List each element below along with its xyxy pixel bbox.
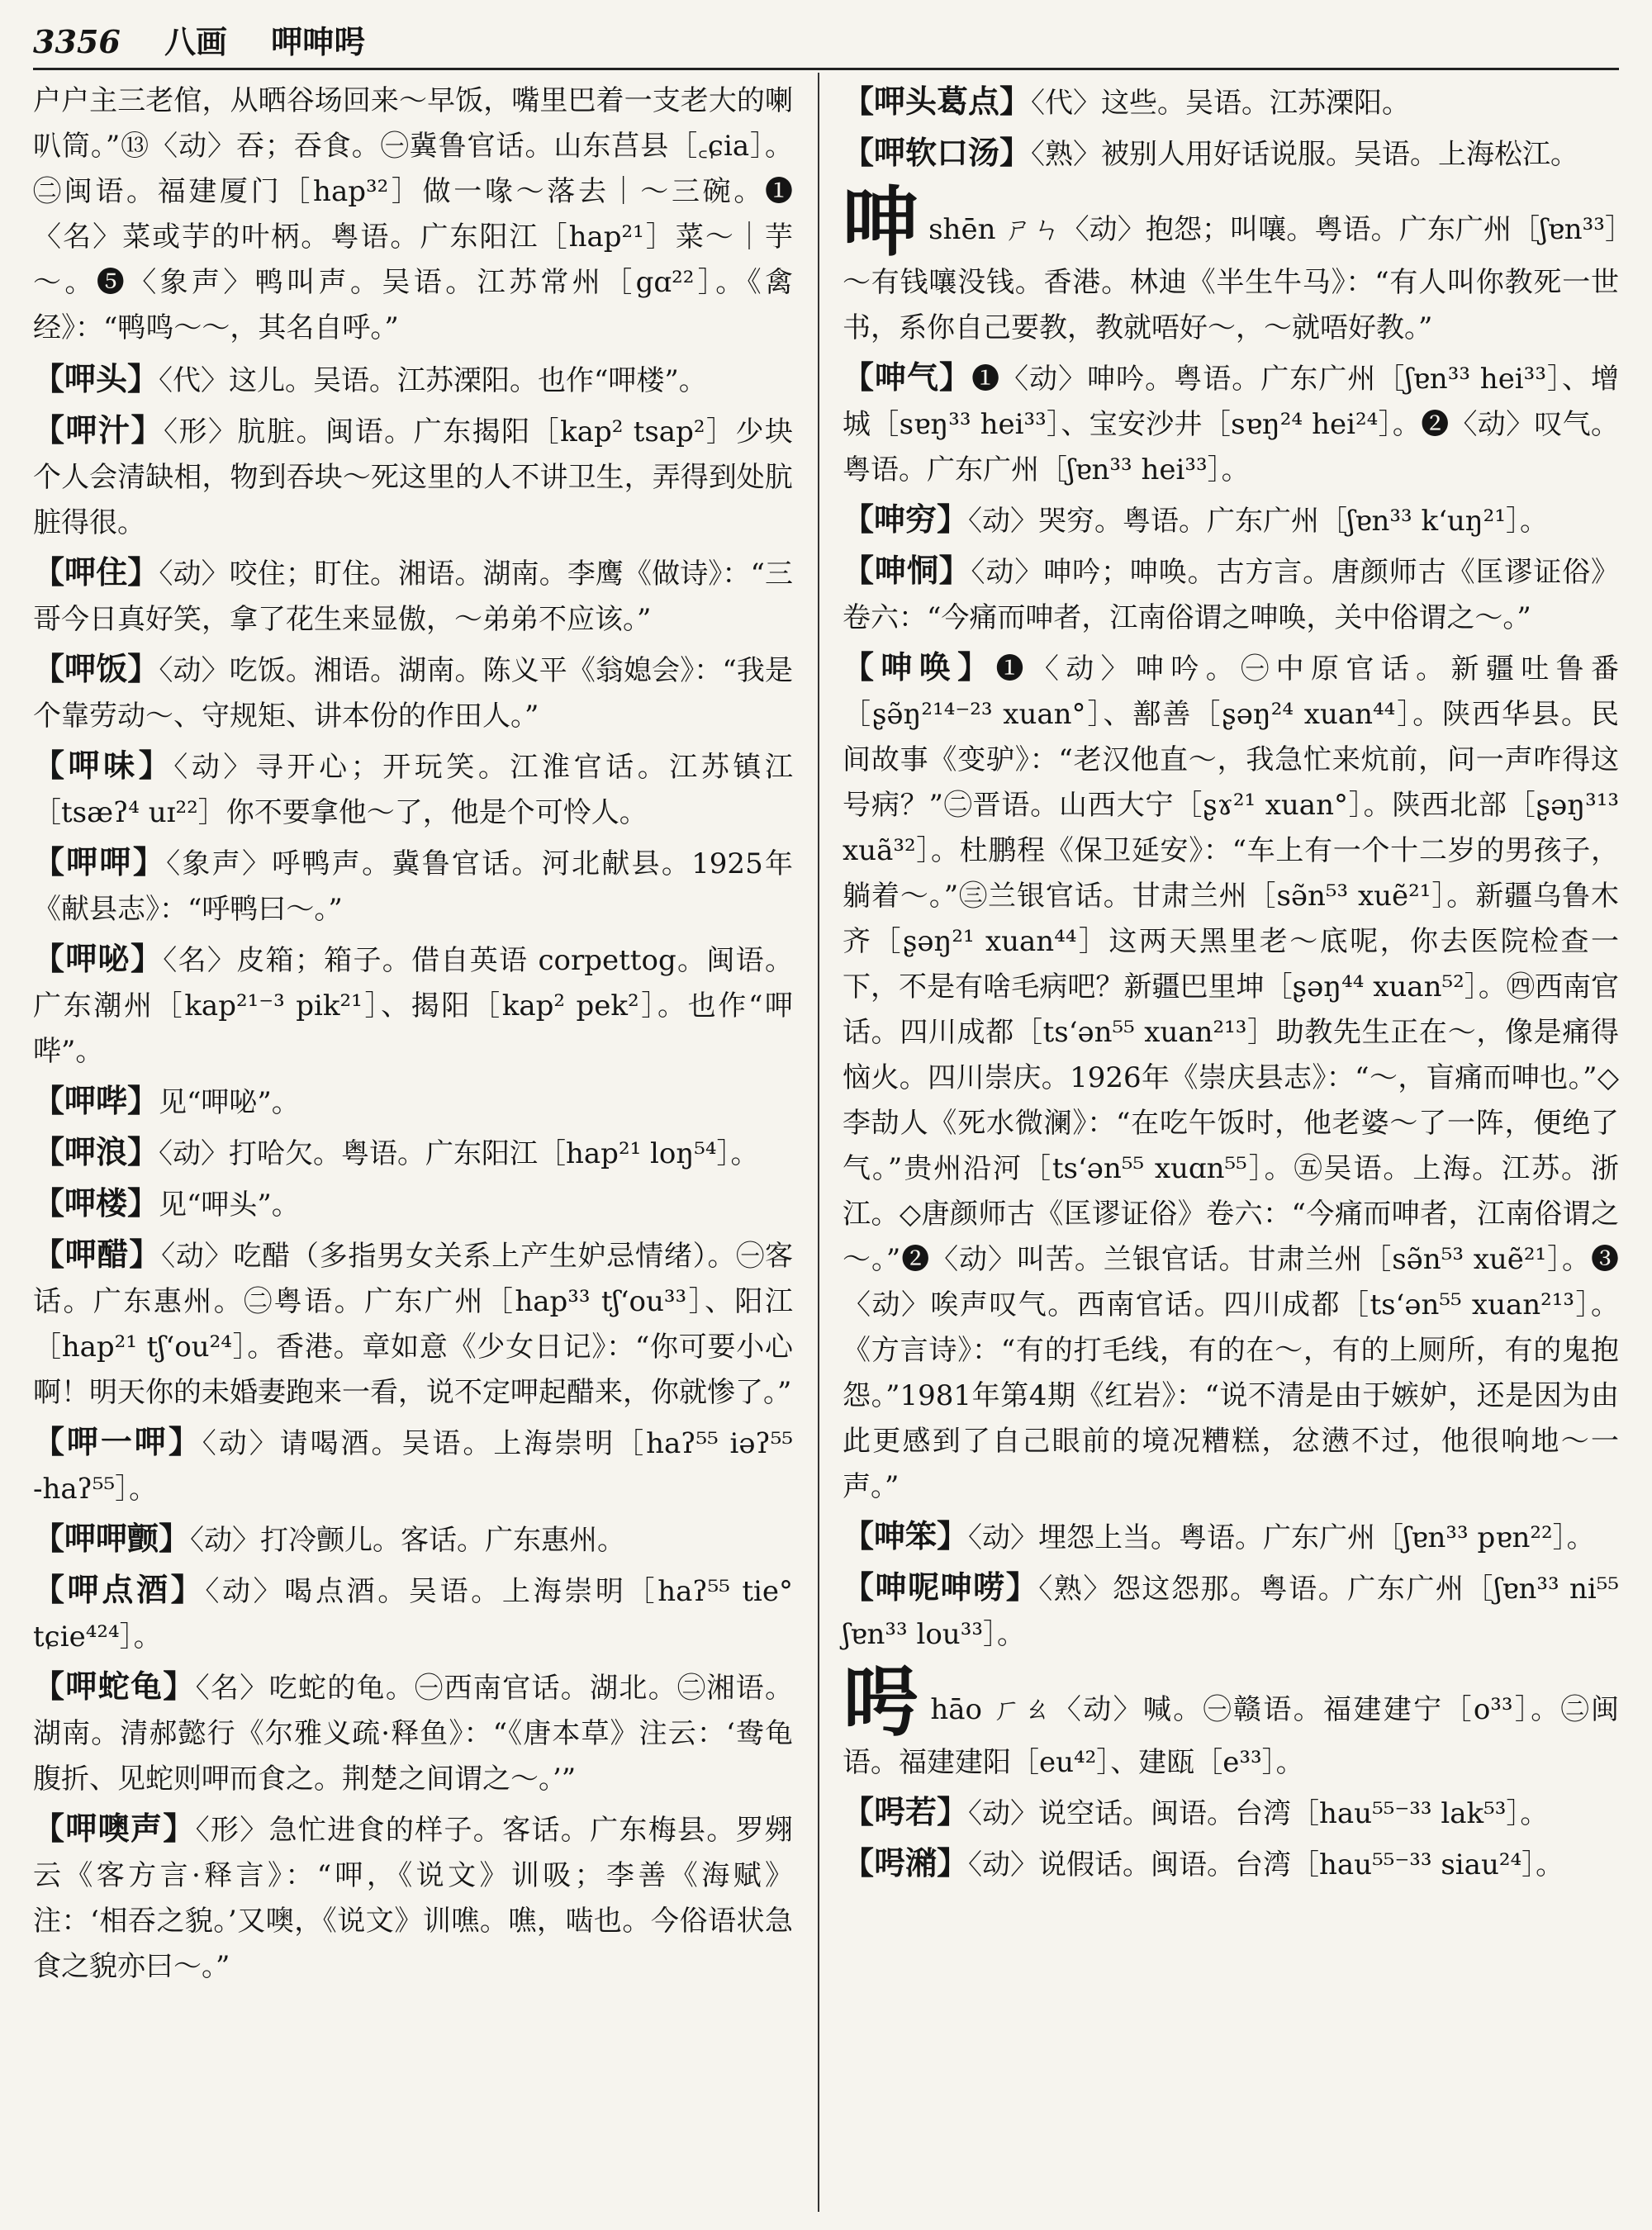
entry-text: 见“呷头”。: [159, 1189, 300, 1222]
dictionary-entry: [33, 1419, 793, 1512]
entry-headword: 【呺若】: [843, 1793, 969, 1830]
entry-headword: 【呺潲】: [843, 1844, 969, 1881]
entry-headword: 【呷点酒】: [33, 1571, 206, 1608]
entry-text: 〈动〉呻吟；呻唤。古方言。唐颜师古《匡谬证俗》卷六：“今痛而呻者，江南俗谓之呻唤，关中俗谓之～。”: [843, 556, 1619, 634]
entry-headword: 【呷住】: [33, 553, 159, 591]
entry-text: ❶〈动〉呻吟。㊀中原官话。新疆吐鲁番［ʂə̃ŋ²¹⁴⁻²³ xuan°］、鄯善［ʂəŋ²⁴ xuan⁴⁴］。陕西华县。民间故事《变驴》：“老汉他直～，我急忙来炕前，问一声咋得这号病？”㊁晋语。山西大宁［ʂɤ²¹ xuan°］。陕西北部［ʂəŋ³¹³ xuã³²］。杜鹏程《保卫延安》：“车上有一个十二岁的男孩子，躺着～。”㊂兰银官话。甘肃兰州［sə̃n⁵³ xuẽ²¹］。新疆乌鲁木齐［ʂəŋ²¹ xuan⁴⁴］这两天黑里老～底呢，你去医院检查一下，不是有啥毛病吧？新疆巴里坤［ʂəŋ⁴⁴ xuan⁵²］。㊃西南官话。四川成都［tsʻən⁵⁵ xuan²¹³］助教先生正在～，像是痛得恼火。四川崇庆。1926年《崇庆县志》：“～，盲痛而呻也。”◇李劼人《死水微澜》：“在吃午饭时，他老婆～了一阵，便绝了气。”贵州沿河［tsʻən⁵⁵ xuɑn⁵⁵］。㊄吴语。上海。江苏。浙江。◇唐颜师古《匡谬证俗》卷六：“今痛而呻者，江南俗谓之～。”❷〈动〉叫苦。兰银官话。甘肃兰州［sə̃n⁵³ xuẽ²¹］。❸〈动〉唉声叹气。西南官话。四川成都［tsʻən⁵⁵ xuan²¹³］。《方言诗》：“有的打毛线，有的在～，有的上厕所，有的鬼抱怨。”1981年第4期《红岩》：“说不清是由于嫉妒，还是因为由此更感到了自己眼前的境况糟糕，忿懑不过，他很响地～一声。”: [843, 652, 1619, 1503]
dictionary-entry: [33, 1231, 793, 1416]
entry-text: 〈代〉这些。吴语。江苏溧阳。: [1031, 87, 1411, 120]
entry-text: 〈动〉说空话。闽语。台湾［hau⁵⁵⁻³³ lak⁵³］。: [968, 1797, 1549, 1830]
entry-headword: 【呻穷】: [843, 501, 969, 538]
right-column: [843, 78, 1619, 1891]
dictionary-entry: [33, 1129, 793, 1177]
entry-text: 〈动〉打哈欠。粤语。广东阳江［hap²¹ loŋ⁵⁴］。: [159, 1137, 759, 1170]
dictionary-entry: [33, 1180, 793, 1228]
dictionary-entry: [33, 936, 793, 1075]
dictionary-entry: [33, 356, 793, 404]
entry-text: 〈动〉打冷颤儿。客话。广东惠州。: [190, 1524, 626, 1557]
dictionary-entry: [843, 1840, 1619, 1888]
entry-text: hāo ㄏㄠ〈动〉喊。㊀赣语。福建建宁［o³³］。㊁闽语。福建建阳［eu⁴²］、建瓯［e³³］。: [843, 1693, 1619, 1779]
dictionary-entry: [843, 1564, 1619, 1658]
entry-headword: 【呷浪】: [33, 1133, 159, 1170]
entry-headword: 【呷饭】: [33, 650, 159, 687]
headword-entry: [843, 1658, 1619, 1786]
dictionary-entry: [843, 644, 1619, 1510]
headword-character: 呻: [843, 178, 919, 267]
entry-text: 〈代〉这儿。吴语。江苏溧阳。也作“呷楼”。: [159, 364, 707, 397]
header-rule: [33, 68, 1619, 70]
entry-headword: 【呷呷颤】: [33, 1520, 191, 1557]
entry-text: 〈动〉请喝酒。吴语。上海崇明［haʔ⁵⁵ iəʔ⁵⁵ ‑haʔ⁵⁵］。: [33, 1427, 793, 1506]
dictionary-entry: [843, 130, 1619, 178]
entry-headword: 【呷头葛点】: [843, 83, 1032, 120]
page-number: 3356: [33, 23, 121, 60]
entry-text: 户户主三老倌，从晒谷场回来～早饭，嘴里巴着一支老大的喇叭筒。”⑬〈动〉吞；吞食。㊀冀鲁官话。山东莒县［꜀ɕia］。㊁闽语。福建厦门［hap³²］做一喙～落去｜～三碗。❶〈名〉菜或芋的叶柄。粤语。广东阳江［hap²¹］菜～｜芋～。❺〈象声〉鸭叫声。吴语。江苏常州［gɑ²²］。《禽经》：“鸭鸣～～，其名自呼。”: [33, 84, 793, 344]
entry-headword: 【呷软口汤】: [843, 134, 1032, 171]
entry-text: 〈象声〉呼鸭声。冀鲁官话。河北献县。1925年《献县志》：“呼鸭曰～。”: [33, 847, 793, 926]
entry-text: shēn ㄕㄣ〈动〉抱怨；叫嚷。粤语。广东广州［ʃɐn³³］～有钱嚷没钱。香港。林迪《半生牛马》：“有人叫你教死一世书，系你自己要教，教就唔好～，～就唔好教。”: [843, 213, 1619, 344]
entry-headword: 【呷头】: [33, 360, 159, 397]
dictionary-entry: [843, 78, 1619, 126]
entry-text: 〈动〉喝点酒。吴语。上海崇明［haʔ⁵⁵ tie° tɕie⁴²⁴］。: [33, 1575, 793, 1654]
entry-text: 〈名〉吃蛇的龟。㊀西南官话。湖北。㊁湘语。湖南。清郝懿行《尔雅义疏·释鱼》：“《唐本草》注云：‘鸯龟腹折、见蛇则呷而食之。荆楚之间谓之～。’”: [33, 1672, 793, 1796]
entry-headword: 【呷味】: [33, 747, 174, 784]
entry-text: 〈动〉吃饭。湘语。湖南。陈义平《翁媳会》：“我是个靠劳动～、守规矩、讲本份的作田人。”: [33, 654, 793, 733]
entry-headword: 【呷噢声】: [33, 1810, 196, 1847]
entry-headword: 【呻笨】: [843, 1517, 969, 1554]
entry-text: 见“呷咇”。: [159, 1086, 300, 1119]
dictionary-entry: [33, 743, 793, 836]
entry-headword: 【呷呷】: [33, 843, 167, 880]
entry-headword: 【呷蛇龟】: [33, 1668, 196, 1705]
entry-text: 〈形〉肮脏。闽语。广东揭阳［kap² tsap²］少块个人会清缺相，物到吞块～死这里的人不讲卫生，弄得到处肮脏得很。: [33, 415, 793, 539]
entry-text: 〈动〉说假话。闽语。台湾［hau⁵⁵⁻³³ siau²⁴］。: [968, 1848, 1564, 1881]
entry-headword: 【呷一呷】: [33, 1423, 202, 1460]
dictionary-entry: [33, 1516, 793, 1563]
dictionary-entry: [33, 78, 793, 351]
dictionary-entry: [843, 1789, 1619, 1837]
entry-headword: 【呻呢呻唠】: [843, 1568, 1039, 1606]
entry-text: 〈熟〉怨这怨那。粤语。广东广州［ʃɐn³³ ni⁵⁵ ʃɐn³³ lou³³］。: [843, 1573, 1619, 1651]
entry-text: 〈名〉皮箱；箱子。借自英语 corpettog。闽语。广东潮州［kap²¹⁻³ pik²¹］、揭阳［kap² pek²］。也作“呷哔”。: [33, 944, 793, 1068]
entry-headword: 【呻气】: [843, 358, 972, 396]
entry-text: 〈动〉寻开心；开玩笑。江淮官话。江苏镇江［tsæʔ⁴ uɪ²²］你不要拿他～了，他是个可怜人。: [33, 751, 793, 829]
headword-character: 呺: [843, 1658, 921, 1747]
dictionary-entry: [33, 407, 793, 546]
entry-text: 〈动〉吃醋（多指男女关系上产生妒忌情绪）。㊀客话。广东惠州。㊁粤语。广东广州［hap³³ tʃʻou³³］、阳江［hap²¹ tʃʻou²⁴］。香港。章如意《少女日记》：“你可要小心啊！明天你的未婚妻跑来一看，说不定呷起醋来，你就惨了。”: [33, 1240, 793, 1409]
dictionary-entry: [843, 496, 1619, 544]
stroke-section: 八画: [164, 23, 228, 60]
entry-headword: 【呷醋】: [33, 1236, 162, 1273]
dictionary-entry: [33, 1805, 793, 1990]
entry-text: 〈熟〉被别人用好话说服。吴语。上海松江。: [1031, 138, 1579, 171]
dictionary-entry: [843, 1513, 1619, 1561]
dictionary-entry: [33, 1567, 793, 1660]
entry-headword: 【呷咇】: [33, 940, 164, 977]
dictionary-entry: [843, 548, 1619, 641]
entry-headword: 【呷楼】: [33, 1184, 159, 1222]
entry-text: 〈动〉埋怨上当。粤语。广东广州［ʃɐn³³ pɐn²²］。: [968, 1521, 1595, 1554]
dictionary-entry: [33, 839, 793, 932]
left-column: [33, 78, 793, 1993]
entry-text: ❶〈动〉呻吟。粤语。广东广州［ʃɐn³³ hei³³］、增城［sɐŋ³³ hei³³］、宝安沙井［sɐŋ²⁴ hei²⁴］。❷〈动〉叹气。粤语。广东广州［ʃɐn³³ hei³³］。: [843, 363, 1619, 486]
headword-entry: [843, 178, 1619, 351]
entry-text: 〈动〉咬住；盯住。湘语。湖南。李鹰《做诗》：“三哥今日真好笑，拿了花生来显傲，～弟弟不应该。”: [33, 558, 793, 636]
page-header: [33, 17, 1619, 68]
entry-text: 〈动〉哭穷。粤语。广东广州［ʃɐn³³ kʻuŋ²¹］。: [968, 505, 1548, 538]
entry-headword: 【呷哔】: [33, 1082, 159, 1119]
entry-headword: 【呻唤】: [843, 648, 996, 686]
dictionary-entry: [33, 549, 793, 643]
header-chars: 呷呻呺: [271, 23, 366, 60]
dictionary-entry: [843, 354, 1619, 493]
dictionary-entry: [33, 646, 793, 739]
entry-headword: 【呻恫】: [843, 552, 971, 589]
dictionary-entry: [33, 1663, 793, 1802]
dictionary-entry: [33, 1078, 793, 1126]
column-divider: [818, 73, 819, 2212]
entry-headword: 【呷汁】: [33, 411, 164, 448]
entry-text: 〈形〉急忙进食的样子。客话。广东梅县。罗翙云《客方言·释言》：“呷，《说文》训吸；李善《海赋》注：‘相吞之貌。’又噢，《说文》训噍。噍，啮也。今俗语状急食之貌亦曰～。”: [33, 1814, 793, 1983]
